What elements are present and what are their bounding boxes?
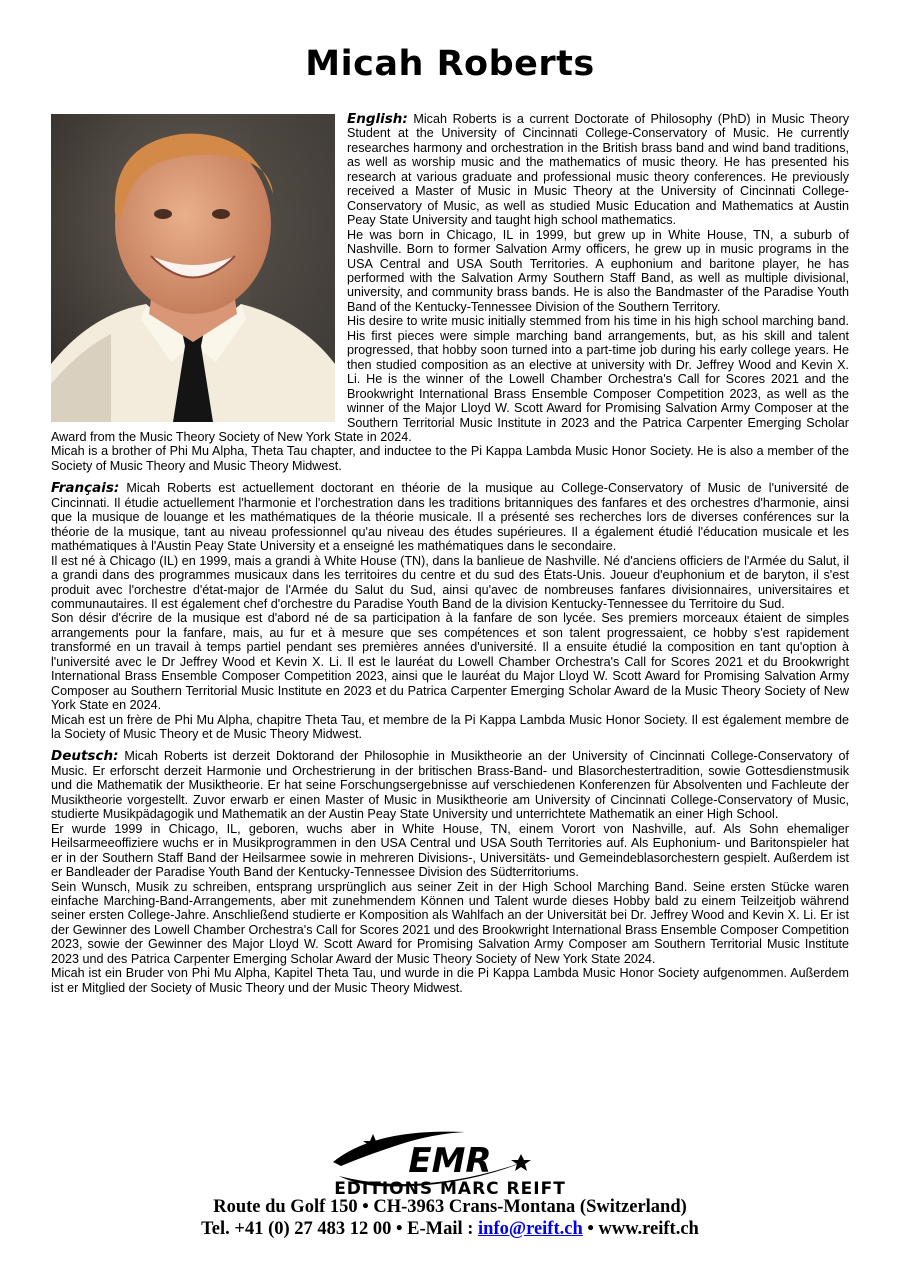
english-paragraph-1: Micah Roberts is a current Doctorate of Philosophy (PhD) in Music Theory Student at the University of Cincinnati College-Conservatory of Music. He currently researches harmony and orchestration in the British brass band and wind band traditions, as well as worship music and the mathematics of music theory. He has presented his research at various graduate and professional music theory conferences. He previously received a Master of Music in Music Theory at the University of Cincinnati College-Conservatory of Music, as well as studied Music Education and Mathematics at Austin Peay State University and taught high school mathematics. bbox=[347, 112, 850, 228]
publisher-footer bbox=[0, 1128, 900, 1240]
section-english bbox=[51, 112, 849, 473]
deutsch-label: Deutsch: bbox=[51, 748, 119, 765]
francais-paragraph-1: Micah Roberts est actuellement doctorant en théorie de la musique au College-Conservatory of Music de l'université de Cincinnati. Il étudie actuellement l'harmonie et l'orchestration dans les traditions britanniques des fanfares et des orchestres d'harmonie, ainsi que la musique de louange et les mathématiques de la théorie musicale. Il a présenté ses recherches lors de diverses conférences sur la théorie de la musique, tant au niveau professionnel qu'au niveau des études supérieures. Il a également étudié l'éducation musicale et les mathématiques à l'Austin Peay State University et a enseigné les mathématiques dans le secondaire. bbox=[51, 481, 849, 554]
logo-text: EMR bbox=[408, 1141, 492, 1181]
francais-paragraph-2: Il est né à Chicago (IL) en 1999, mais a grandi à White House (TN), dans la banlieue de Nashville. Né d'anciens officiers de l'Armée du Salut, il a grandi dans des programmes musicaux dans les territoires du centre et du sud des États-Unis. Joueur d'euphonium et de baryton, il s'est produit avec l'orchestre d'état-major de l'Armée du Salut du Sud, ainsi qu'avec de nombreuses fanfares divisionnaires, universitaires et communautaires. Il est également chef d'orchestre du Paradise Youth Band de la division Kentucky-Tennessee du Territoire du Sud. bbox=[51, 553, 849, 611]
publisher-contact bbox=[0, 1218, 900, 1240]
deutsch-paragraph-4: Micah ist ein Bruder von Phi Mu Alpha, Kapitel Theta Tau, und wurde in die Pi Kappa Lambda Music Honor Society aufgenommen. Außerdem ist er Mitglied der Society of Music Theory und der Music Theory Midwest. bbox=[51, 966, 849, 995]
english-paragraph-3: His desire to write music initially stemmed from his time in his high school marching band. His first pieces were simple marching band arrangements, but, as his skill and talent progressed, that hobby soon turned into a part-time job during his early college years. He then studied composition as an elective at university with Dr. Jeffrey Wood and Kevin X. Li. He is the winner of the Lowell Chamber Orchestra's Call for Scores 2021 and the Brookwright International Brass Ensemble Composer Competition 2023, as well as the winner of the Major Lloyd W. Scott Award for Promising Salvation Army Composer at the Southern Territorial Music Institute in 2023 and the Patrica Carpenter Emerging Scholar Award from the Music Theory Society of New York State in 2024. bbox=[51, 314, 849, 444]
francais-paragraph-4: Micah est un frère de Phi Mu Alpha, chapitre Theta Tau, et membre de la Pi Kappa Lambda Music Honor Society. Il est également membre de la Society of Music Theory et de Music Theory Midwest. bbox=[51, 712, 849, 742]
portrait-illustration bbox=[51, 114, 335, 422]
deutsch-paragraph-3: Sein Wunsch, Musik zu schreiben, entsprang ursprünglich aus seiner Zeit in der High School Marching Band. Seine ersten Stücke waren einfache Marching-Band-Arrangements, aber mit zunehmendem Können und Talent wurde dieses Hobby bald zu einem Teilzeitjob während seiner ersten College-Jahre. Anschließend studierte er Komposition als Wahlfach an der Universität bei Dr. Jeffrey Wood and Kevin X. Li. Er ist der Gewinner des Lowell Chamber Orchestra's Call for Scores 2021 und des Brookwright International Brass Ensemble Composer Competition 2023, sowie der Gewinner des Major Lloyd W. Scott Award for Promising Salvation Army Composer am Southern Territorial Music Institute 2023 und des Patrica Carpenter Emerging Scholar Award der Music Theory Society of New York State 2024. bbox=[51, 879, 849, 966]
publisher-address: Route du Golf 150 • CH-3963 Crans-Montana (Switzerland) bbox=[213, 1197, 687, 1217]
english-paragraph-4: Micah is a brother of Phi Mu Alpha, Theta Tau chapter, and inductee to the Pi Kappa Lambda Music Honor Society. He is also a member of the Society of Music Theory and Music Theory Midwest. bbox=[51, 444, 849, 473]
biography-content bbox=[51, 112, 849, 1003]
publisher-name: EDITIONS MARC REIFT bbox=[334, 1179, 566, 1196]
page-title: Micah Roberts bbox=[305, 44, 595, 84]
website-text[interactable]: • www.reift.ch bbox=[587, 1219, 699, 1239]
francais-label: Français: bbox=[51, 480, 120, 497]
email-link[interactable]: info@reift.ch bbox=[478, 1219, 583, 1239]
section-deutsch bbox=[51, 749, 849, 995]
francais-paragraph-3: Son désir d'écrire de la musique est d'abord né de sa participation à la fanfare de son lycée. Ses premiers morceaux étaient de simples arrangements pour la fanfare, mais, au fur et à mesure que ses compétences et son talent progressaient, ce hobby s'est rapidement transformé en un travail à temps partiel pendant ses premières années d'université. Il a ensuite étudié la composition en tant qu'option à l'université avec le Dr Jeffrey Wood et Kevin X. Li. Il est le lauréat du Lowell Chamber Orchestra's Call for Scores 2021 et du Brookwright International Brass Ensemble Composer Competition 2023, ainsi que le lauréat du Major Lloyd W. Scott Award for Promising Salvation Army Composer au Southern Territorial Music Institute en 2023 et du Patrica Carpenter Emerging Scholar Award de la Music Theory Society of New York State en 2024. bbox=[51, 611, 849, 713]
portrait-photo bbox=[51, 114, 335, 422]
deutsch-paragraph-1: Micah Roberts ist derzeit Doktorand der Philosophie in Musiktheorie an der University of Cincinnati College-Conservatory of Music. Er erforscht derzeit Harmonie und Orchestrierung in der britischen Brass-Band- und Blasorchestertradition, sowie Gottesdienstmusik und die Mathematik der Musiktheorie. Er hat seine Forschungsergebnisse auf verschiedenen Konferenzen für Absolventen und Fachleute der Musiktheorie vorgestellt. Zuvor erwarb er einen Master of Music in Musiktheorie am University of Cincinnati College-Conservatory of Music, studierte Musikpädagogik und Mathematik an der Austin Peay State University und unterrichtete Mathematik an einer High School. bbox=[51, 749, 849, 822]
phone-text: Tel. +41 (0) 27 483 12 00 • E-Mail : bbox=[201, 1219, 474, 1239]
section-francais bbox=[51, 481, 849, 741]
english-paragraph-2: He was born in Chicago, IL in 1999, but grew up in White House, TN, a suburb of Nashville. Born to former Salvation Army officers, he grew up in music programs in the USA Central and USA South Territories. A euphonium and baritone player, he has performed with the Salvation Army Southern Staff Band, as well as multiple divisional, university, and community brass bands. He is also the Bandmaster of the Paradise Youth Band of the Kentucky-Tennessee Division of the Southern Territory. bbox=[347, 227, 849, 314]
english-label: English: bbox=[347, 111, 408, 127]
deutsch-paragraph-2: Er wurde 1999 in Chicago, IL, geboren, wuchs aber in White House, TN, einem Vorort von Nashville, auf. Als Sohn ehemaliger Heilsarmeeoffiziere wuchs er in Musikprogrammen in den USA Central und USA South Territories auf. Als Euphonium- und Baritonspieler hat er in der Southern Staff Band der Heilsarmee sowie in mehreren Divisions-, Universitäts- und Gemeindeblasorchestern gespielt. Außerdem ist er Bandleader der Paradise Youth Band der Kentucky-Tennessee Division des Südterritoriums. bbox=[51, 821, 849, 880]
emr-logo bbox=[315, 1128, 585, 1196]
